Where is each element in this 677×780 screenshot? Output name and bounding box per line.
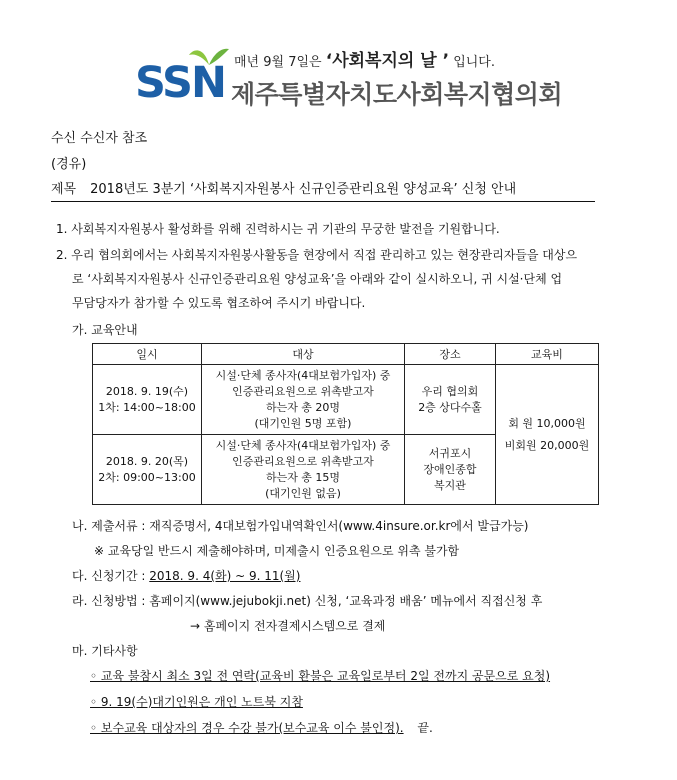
section-da xyxy=(72,567,300,584)
note-laptop: ◦ 9. 19(수)대기인원은 개인 노트북 지참 xyxy=(90,695,303,709)
via-line: (경유) xyxy=(51,157,87,172)
slogan xyxy=(234,46,495,71)
table-header-row xyxy=(93,344,599,365)
paragraph-1: 1. 사회복지자원봉사 활성화를 위해 진력하시는 귀 기관의 무궁한 발전을 기원합니다. xyxy=(56,222,500,236)
target-line: 시설·단체 종사자(4대보험가입자) 중 xyxy=(215,438,391,452)
target-line: 인증관리요원으로 위촉받고자 xyxy=(232,454,374,468)
target-cell xyxy=(202,365,405,435)
time-text: 2차: 09:00~13:00 xyxy=(98,470,196,484)
fee-cell xyxy=(496,365,599,505)
ssn-logo: SSN xyxy=(135,58,225,108)
header-datetime: 일시 xyxy=(93,344,202,365)
note-refresher xyxy=(90,719,433,736)
place-line: 서귀포시 xyxy=(428,446,472,460)
target-cell xyxy=(202,435,405,505)
date-text: 2018. 9. 20(목) xyxy=(105,454,189,468)
paragraph-2-line-3: 무담당자가 참가할 수 있도록 협조하여 주시기 바랍니다. xyxy=(72,296,366,310)
section-ma: 마. 기타사항 xyxy=(72,644,138,658)
time-text: 1차: 14:00~18:00 xyxy=(98,400,196,414)
place-line: 2층 상다수홀 xyxy=(418,400,482,414)
section-na: 나. 제출서류 : 재직증명서, 4대보험가입내역확인서(www.4insure.or.kr에서 발급가능) xyxy=(72,519,529,533)
slogan-pre: 매년 9월 7일은 xyxy=(234,55,322,70)
header-fee: 교육비 xyxy=(496,344,599,365)
target-line: 하는자 총 15명 xyxy=(265,470,341,484)
target-line: (대기인원 없음) xyxy=(265,486,341,500)
fee-member: 회 원 10,000원 xyxy=(508,416,586,430)
slogan-post: 입니다. xyxy=(453,55,495,70)
paragraph-2-line-2: 로 ‘사회복지자원봉사 신규인증관리요원 양성교육’을 아래와 같이 실시하오니, 귀 시설·단체 업 xyxy=(72,272,563,286)
table-row xyxy=(93,365,599,435)
header-target: 대상 xyxy=(202,344,405,365)
place-line: 장애인종합 xyxy=(423,462,477,476)
target-line: 하는자 총 20명 xyxy=(265,400,341,414)
organization-name: 제주특별자치도사회복지협의회 xyxy=(231,80,563,109)
section-ga: 가. 교육안내 xyxy=(72,323,138,337)
section-ra: 라. 신청방법 : 홈페이지(www.jejubokji.net) 신청, ‘교육과정 배움’ 메뉴에서 직접신청 후 xyxy=(72,594,543,608)
datetime-cell xyxy=(93,435,202,505)
application-period: 2018. 9. 4(화) ~ 9. 11(월) xyxy=(149,569,301,583)
document-title xyxy=(51,178,595,202)
header-place: 장소 xyxy=(405,344,496,365)
end-mark: 끝. xyxy=(417,721,433,735)
target-line: 인증관리요원으로 위촉받고자 xyxy=(232,384,374,398)
date-text: 2018. 9. 19(수) xyxy=(105,384,189,398)
paragraph-2-line-1: 2. 우리 협의회에서는 사회복지자원봉사활동을 현장에서 직접 관리하고 있는 현장관리자들을 대상으 xyxy=(56,248,578,262)
fee-nonmember: 비회원 20,000원 xyxy=(504,438,590,452)
datetime-cell xyxy=(93,365,202,435)
period-label: 다. 신청기간 : xyxy=(72,569,150,583)
title-text: 2018년도 3분기 ‘사회복지자원봉사 신규인증관리요원 양성교육’ 신청 안내 xyxy=(90,182,517,197)
title-label: 제목 xyxy=(51,182,77,197)
place-line: 복지관 xyxy=(434,478,466,492)
letterhead xyxy=(0,0,677,120)
place-line: 우리 협의회 xyxy=(421,384,479,398)
target-line: (대기인원 5명 포함) xyxy=(254,416,352,430)
submission-note: ※ 교육당일 반드시 제출해야하며, 미제출시 인증요원으로 위촉 불가함 xyxy=(94,544,460,558)
place-cell xyxy=(405,365,496,435)
payment-note: → 홈페이지 전자결제시스템으로 결제 xyxy=(190,619,386,633)
target-line: 시설·단체 종사자(4대보험가입자) 중 xyxy=(215,368,391,382)
note-cancellation: ◦ 교육 불참시 최소 3일 전 연락(교육비 환불은 교육일로부터 2일 전까지 공문으로 요청) xyxy=(90,669,551,683)
place-cell xyxy=(405,435,496,505)
education-table xyxy=(92,343,599,505)
refresher-text: ◦ 보수교육 대상자의 경우 수강 불가(보수교육 이수 불인정). xyxy=(90,721,404,735)
recipient-line: 수신 수신자 참조 xyxy=(51,131,148,146)
slogan-highlight: ‘사회복지의 날 ’ xyxy=(325,51,450,71)
